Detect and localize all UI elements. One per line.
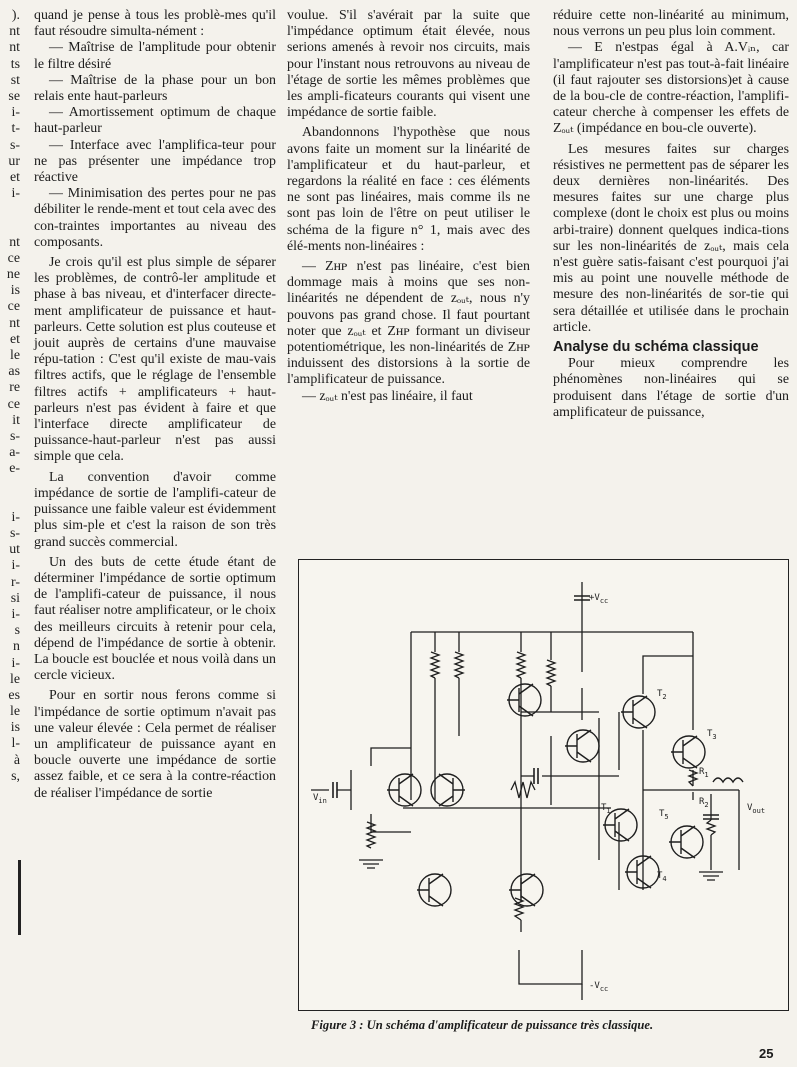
margin-bleed-fragment: s	[14, 623, 20, 639]
margin-bleed-fragment	[0, 477, 20, 493]
margin-bleed-fragment: t-	[11, 121, 20, 137]
paragraph: La convention d'avoir comme impédance de sortie de l'amplifi-cateur de puissance une faible valeur est évidemment plus sim-ple et c'est la raison de son très grand succès commercial.	[34, 469, 276, 550]
margin-bleed-fragment: s-	[9, 526, 20, 541]
list-item: — Amortissement optimum de chaque haut-parleur	[34, 105, 276, 137]
text-column-3	[553, 8, 789, 421]
figure-caption: Figure 3 : Un schéma d'amplificateur de puissance très classique.	[311, 1018, 654, 1032]
margin-bleed-fragment: i-	[11, 509, 20, 525]
list-item: — Zʜᴘ n'est pas linéaire, c'est bien dommage mais à moins que ses non-linéarités ne dépendent de zₒᵤₜ, nous n'y pouvons pas grand chose. Il faut pourtant noter que zₒᵤₜ et Zʜᴘ formant un diviseur potentiométrique, les non-linéarités de Zʜᴘ induissent des distorsions à la sortie de l'amplificateur de puissance.	[287, 259, 530, 388]
margin-bleed-fragment: ts	[10, 56, 20, 72]
margin-bleed-fragment: e-	[9, 461, 20, 477]
margin-bleed-fragment: nt	[9, 234, 20, 250]
paragraph: Les mesures faites sur charges résistives ne permettent pas de séparer les deux dernières non-linéarités. Des mesures faites sur une charge plus complexe (dont le choix est plus ou moins arbi-traire) donnent quelques indica-tions sur les non-linéarités de zₒᵤₜ, mais cela n'est guère satis-faisant c'est pourquoi j'ai mis au point une nouvelle méthode de mesure des non-linéarités de sor-tie qui sera détaillée et utilisée dans le prochain article.	[553, 141, 789, 335]
list-item: — Minimisation des pertes pour ne pas débiliter le rende-ment et tout cela avec des con-traintes importantes au niveau des composants.	[34, 186, 276, 250]
margin-bleed-fragment: ce	[7, 396, 20, 412]
list-item: — Interface avec l'amplifica-teur pour ne pas présenter une impédance trop réactive	[34, 137, 276, 186]
svg-text:-Vcc: $-V_{cc}$	[589, 981, 609, 993]
margin-bleed-fragment: is	[10, 283, 20, 299]
svg-text:Vout: $V_{out}$	[747, 803, 766, 815]
margin-bleed-fragment: s,	[11, 768, 20, 784]
margin-bleed-fragment: ce	[7, 250, 20, 266]
paragraph: Je crois qu'il est plus simple de séparer les problèmes, de contrô-ler amplitude et phase à bas niveau, et d'interfacer directe-ment amplificateur de puissance et haut-parleurs. Cette solution est plus couteuse et jouit auprès de certains d'une mauvaise répu-tation : C'est qu'il existe de mau-vais filtres actifs, que le réglage de l'ensemble filtres actifs + amplificateurs + haut-parleurs n'est pas évident à faire et que l'interface directe amplificateur de puissance-haut-parleur n'est pas aussi simple que cela.	[34, 255, 276, 465]
margin-bleed-fragment: i-	[11, 186, 20, 202]
svg-text:T2: $T_2$	[657, 689, 667, 701]
list-item: — E n'estpas égal à A.Vᵢₙ, car l'amplificateur n'est pas tout-à-fait linéaire (il faut rajouter ses distorsions)et à cause de la bou-cle de contre-réaction, l'amplifi-cateur cherche à compenser les effets de Zₒᵤₜ (impédance en bou-cle ouverte).	[553, 40, 789, 137]
paragraph: réduire cette non-linéarité au minimum, nous verrons un peu plus loin comment.	[553, 8, 789, 40]
margin-rule	[18, 860, 21, 935]
section-heading: Analyse du schéma classique	[553, 339, 759, 356]
margin-bleed-fragment: es	[8, 687, 20, 703]
paragraph: voulue. S'il s'avérait par la suite que l'impédance optimum était élevée, nous serions amenés à revoir nos circuits, mais pour l'instant nous retrouvons au niveau de l'étage de sortie les mêmes problèmes que les ampli-ficateurs courants qui visent une impédance de sortie faible.	[287, 8, 530, 121]
paragraph: Un des buts de cette étude étant de déterminer l'impédance de sortie optimum de l'amplifi-cateur de puissance, il nous faut réaliser notre amplificateur, or le choix des meilleurs circuits à retenir pour cela, dépend de l'impédance de sortie à obtenir. La boucle est bouclée et nous voilà dans un cercle vicieux.	[34, 554, 276, 684]
margin-bleed-fragment	[0, 494, 20, 510]
page-number: 25	[759, 1046, 774, 1061]
margin-bleed-previous-page	[0, 8, 20, 785]
text-column-2	[287, 8, 530, 405]
margin-bleed-fragment: nt	[9, 24, 20, 40]
margin-bleed-fragment: a-	[9, 445, 20, 461]
margin-bleed-fragment: as	[8, 364, 20, 380]
svg-text:+Vcc: $+V_{cc}$	[589, 593, 609, 605]
margin-bleed-fragment: r-	[11, 574, 20, 590]
margin-bleed-fragment: re	[9, 380, 20, 396]
amplifier-schematic	[299, 560, 788, 1010]
list-item: — Maîtrise de l'amplitude pour obtenir le filtre désiré	[34, 40, 276, 72]
margin-bleed-fragment: nt	[9, 40, 20, 56]
margin-bleed-fragment: st	[10, 72, 20, 88]
paragraph: Pour mieux comprendre les phénomènes non-linéaires qui se produisent dans l'étage de sortie d'un amplificateur de puissance,	[553, 356, 789, 420]
paragraph: Abandonnons l'hypothèse que nous avons faite un moment sur la linéarité de l'amplificateur et du haut-parleur, et regardons la réalité en face : ces éléments ne sont pas linéaires, mais comme ils ne sont pas loin de l'être on peut utiliser le schéma de la figure n° 1, mais avec des élé-ments non-linéaires :	[287, 125, 530, 254]
margin-bleed-fragment	[0, 202, 20, 218]
margin-bleed-fragment: s-	[9, 137, 20, 153]
paragraph: Pour en sortir nous ferons comme si l'impédance de sortie optimum n'avait pas une valeur élevée : Cela permet de réaliser un amplificateur de puissance ayant en boucle ouverte une impédance de sortie assez faible, et ce sera à la contre-réaction de réaliser l'impédance de sortie	[34, 688, 276, 801]
margin-bleed-fragment: i-	[11, 558, 20, 574]
svg-text:T4: $T_4$	[657, 871, 667, 883]
margin-bleed-fragment: n	[13, 639, 20, 655]
svg-text:T5: $T_5$	[659, 809, 669, 821]
margin-bleed-fragment: ur	[8, 153, 20, 169]
text-column-1	[34, 8, 276, 802]
margin-bleed-fragment: à	[13, 752, 20, 768]
margin-bleed-fragment: is	[10, 720, 20, 736]
margin-bleed-fragment: i-	[11, 606, 20, 622]
margin-bleed-fragment: l-	[11, 736, 20, 752]
svg-text:R1: $R_1$	[699, 767, 709, 779]
margin-bleed-fragment: s-	[9, 428, 20, 444]
svg-text:R2: $R_2$	[699, 797, 709, 809]
margin-bleed-fragment: ut	[9, 542, 20, 558]
svg-text:T3: $T_3$	[707, 729, 717, 741]
margin-bleed-fragment: ce	[7, 299, 20, 315]
figure-frame	[298, 559, 789, 1011]
margin-bleed-fragment: ).	[11, 8, 20, 23]
margin-bleed-fragment: le	[9, 671, 20, 687]
margin-bleed-fragment: ne	[6, 267, 20, 282]
list-item: — zₒᵤₜ n'est pas linéaire, il faut	[302, 388, 473, 404]
margin-bleed-fragment: et	[9, 331, 20, 347]
list-item: — Maîtrise de la phase pour un bon relais ente haut-parleurs	[34, 72, 276, 105]
svg-text:Vin: $V_{in}$	[313, 793, 327, 805]
margin-bleed-fragment: i-	[11, 655, 20, 671]
margin-bleed-fragment: nt	[9, 315, 20, 331]
margin-bleed-fragment: le	[9, 347, 20, 363]
margin-bleed-fragment: si	[10, 590, 20, 606]
margin-bleed-fragment: it	[12, 412, 20, 428]
margin-bleed-fragment	[0, 218, 20, 234]
svg-text:T1: $T_1$	[601, 803, 611, 815]
margin-bleed-fragment: et	[9, 169, 20, 185]
margin-bleed-fragment: i-	[11, 105, 20, 121]
margin-bleed-fragment: le	[9, 704, 20, 720]
paragraph: quand je pense à tous les problè-mes qu'il faut résoudre simulta-nément :	[34, 8, 276, 40]
margin-bleed-fragment: se	[8, 88, 20, 104]
